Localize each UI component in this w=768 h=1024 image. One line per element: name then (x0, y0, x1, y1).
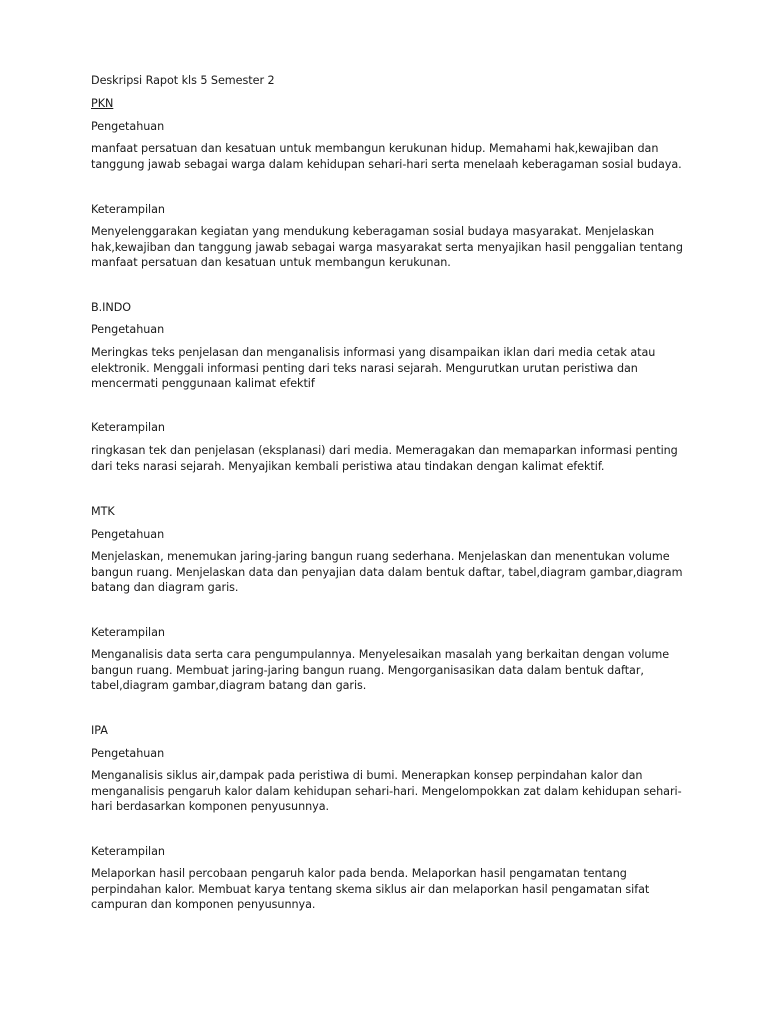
pkn-pengetahuan-text: manfaat persatuan dan kesatuan untuk membangun kerukunan hidup. Memahami hak,kewajiban dan tanggung jawab sebagai warga dalam kehidupan sehari-hari serta menelaah keberagaman sosial budaya. (91, 142, 682, 171)
mtk-keterampilan-label: Keterampilan (91, 626, 165, 639)
ipa-pengetahuan-text: Menganalisis siklus air,dampak pada peristiwa di bumi. Menerapkan konsep perpindahan kalor dan menganalisis pengaruh kalor dalam kehidupan sehari-hari. Mengelompokkan zat dalam kehidupan sehari-hari berdasarkan komponen penyusunnya. (91, 769, 682, 814)
subject-heading-bindo: B.INDO (91, 301, 132, 314)
subject-heading-ipa: IPA (91, 724, 108, 737)
bindo-pengetahuan-label: Pengetahuan (91, 323, 165, 336)
pkn-pengetahuan-label: Pengetahuan (91, 120, 165, 133)
mtk-keterampilan-text: Menganalisis data serta cara pengumpulannya. Menyelesaikan masalah yang berkaitan dengan volume bangun ruang. Membuat jaring-jaring bangun ruang. Mengorganisasikan data dalam bentuk daftar, tabel,diagram gambar,diagram batang dan garis. (91, 648, 670, 693)
bindo-pengetahuan-text: Meringkas teks penjelasan dan menganalisis informasi yang disampaikan iklan dari media cetak atau elektronik. Menggali informasi penting dari teks narasi sejarah. Mengurutkan urutan peristiwa dan mencermati penggunaan kalimat efektif (91, 346, 656, 391)
document-title: Deskripsi Rapot kls 5 Semester 2 (91, 74, 275, 87)
mtk-pengetahuan-text: Menjelaskan, menemukan jaring-jaring bangun ruang sederhana. Menjelaskan dan menentukan volume bangun ruang. Menjelaskan data dan penyajian data dalam bentuk daftar, tabel,diagram gambar,diagram batang dan diagram garis. (91, 550, 683, 595)
subject-heading-mtk: MTK (91, 505, 115, 518)
subject-heading-pkn: PKN (91, 97, 114, 110)
pkn-keterampilan-label: Keterampilan (91, 203, 165, 216)
mtk-pengetahuan-label: Pengetahuan (91, 528, 165, 541)
bindo-keterampilan-label: Keterampilan (91, 421, 165, 434)
ipa-pengetahuan-label: Pengetahuan (91, 747, 165, 760)
pkn-keterampilan-text: Menyelenggarakan kegiatan yang mendukung keberagaman sosial budaya masyarakat. Menjelaskan hak,kewajiban dan tanggung jawab sebagai warga masyarakat serta menyajikan hasil penggalian tentang manfaat persatuan dan kesatuan untuk membangun kerukunan. (91, 225, 683, 270)
bindo-keterampilan-text: ringkasan tek dan penjelasan (eksplanasi) dari media. Memeragakan dan memaparkan informasi penting dari teks narasi sejarah. Menyajikan kembali peristiwa atau tindakan dengan kalimat efektif. (91, 444, 678, 473)
ipa-keterampilan-label: Keterampilan (91, 845, 165, 858)
ipa-keterampilan-text: Melaporkan hasil percobaan pengaruh kalor pada benda. Melaporkan hasil pengamatan tentang perpindahan kalor. Membuat karya tentang skema siklus air dan melaporkan hasil pengamatan sifat campuran dan komponen penyusunnya. (91, 867, 650, 912)
